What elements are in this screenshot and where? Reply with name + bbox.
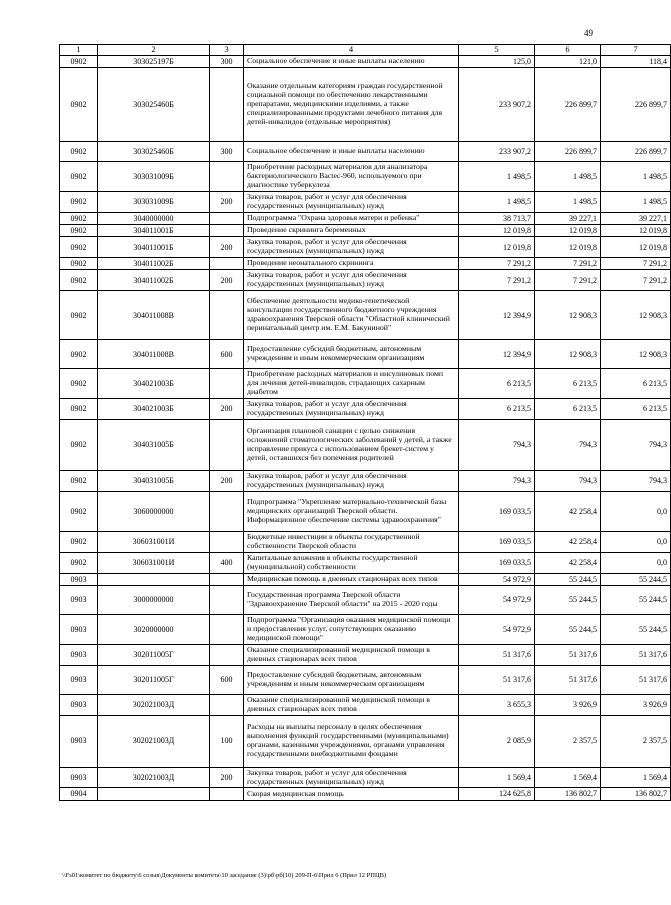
cell-c5: 6 213,5	[459, 369, 535, 399]
cell-c7: 55 244,5	[601, 585, 671, 614]
table-row	[60, 191, 671, 212]
table-row	[60, 291, 671, 340]
table-row	[60, 491, 671, 531]
cell-c4: Оказание специализированной медицинской помощи в дневных стационарах всех типов	[244, 694, 459, 715]
cell-c3	[210, 161, 244, 191]
cell-c5: 1 498,5	[459, 191, 535, 212]
cell-c4: Медицинская помощь в дневных стационарах всех типов	[244, 573, 459, 585]
cell-c1: 0902	[60, 531, 98, 552]
column-header-4: 4	[244, 45, 459, 56]
cell-c6: 42 258,4	[535, 531, 601, 552]
table-row	[60, 258, 671, 270]
cell-c4: Закупка товаров, работ и услуг для обеспечения государственных (муниципальных) нужд	[244, 767, 459, 788]
cell-c3: 200	[210, 767, 244, 788]
cell-c5: 54 972,9	[459, 614, 535, 644]
column-header-1: 1	[60, 45, 98, 56]
cell-c1: 0902	[60, 491, 98, 531]
cell-c2: 303031009Б	[98, 161, 210, 191]
cell-c4: Подпрограмма "Укрепление материально-технической базы медицинских организаций Тверской области. Информационное обеспечение системы здравоохранения"	[244, 491, 459, 531]
table-row	[60, 161, 671, 191]
cell-c4: Расходы на выплаты персоналу в целях обеспечения выполнения функций государственными (муниципальными) органами, казенными учреждениями, органами управления государственными внебюджетными фондами	[244, 715, 459, 767]
cell-c1: 0902	[60, 237, 98, 258]
cell-c5: 794,3	[459, 471, 535, 492]
cell-c6: 7 291,2	[535, 258, 601, 270]
cell-c3	[210, 369, 244, 399]
cell-c1: 0903	[60, 767, 98, 788]
table-row	[60, 531, 671, 552]
cell-c7: 39 227,1	[601, 212, 671, 224]
cell-c4: Подпрограмма "Охрана здоровья матери и ребенка"	[244, 212, 459, 224]
cell-c5: 124 625,8	[459, 788, 535, 800]
cell-c1: 0903	[60, 585, 98, 614]
cell-c2: 304011008В	[98, 340, 210, 369]
cell-c4: Приобретение расходных материалов для анализатора бактериологического Bactec-960, используемого при диагностике туберкулеза	[244, 161, 459, 191]
cell-c3: 200	[210, 471, 244, 492]
cell-c1: 0902	[60, 191, 98, 212]
page-number: 49	[584, 28, 593, 38]
table-row	[60, 585, 671, 614]
cell-c3	[210, 212, 244, 224]
cell-c3	[210, 420, 244, 471]
cell-c7: 12 908,3	[601, 340, 671, 369]
column-header-5: 5	[459, 45, 535, 56]
cell-c7: 1 498,5	[601, 191, 671, 212]
cell-c4: Социальное обеспечение и иные выплаты населению	[244, 141, 459, 161]
cell-c7: 136 802,7	[601, 788, 671, 800]
cell-c3	[210, 585, 244, 614]
cell-c2	[98, 573, 210, 585]
cell-c2: 304011001Б	[98, 225, 210, 237]
cell-c6: 226 899,7	[535, 141, 601, 161]
cell-c7: 55 244,5	[601, 614, 671, 644]
cell-c7: 226 899,7	[601, 67, 671, 141]
cell-c2: 306031001И	[98, 531, 210, 552]
table-row	[60, 67, 671, 141]
cell-c5: 1 498,5	[459, 161, 535, 191]
cell-c1: 0902	[60, 369, 98, 399]
cell-c6: 42 258,4	[535, 491, 601, 531]
cell-c6: 7 291,2	[535, 270, 601, 291]
cell-c2: 3060000000	[98, 491, 210, 531]
cell-c7: 51 317,6	[601, 665, 671, 694]
cell-c4: Государственная программа Тверской области "Здравоохранение Тверской области" на 2015 - 2020 годы	[244, 585, 459, 614]
cell-c7: 0,0	[601, 552, 671, 573]
cell-c3	[210, 491, 244, 531]
cell-c6: 55 244,5	[535, 573, 601, 585]
cell-c2: 302021003Д	[98, 694, 210, 715]
table-row	[60, 237, 671, 258]
cell-c4: Проведение скрининга беременных	[244, 225, 459, 237]
cell-c6: 3 926,9	[535, 694, 601, 715]
cell-c1: 0903	[60, 694, 98, 715]
table-row	[60, 788, 671, 800]
cell-c2: 303025460Б	[98, 141, 210, 161]
column-header-2: 2	[98, 45, 210, 56]
cell-c1: 0902	[60, 291, 98, 340]
cell-c5: 54 972,9	[459, 585, 535, 614]
cell-c5: 7 291,2	[459, 270, 535, 291]
cell-c1: 0903	[60, 715, 98, 767]
cell-c6: 39 227,1	[535, 212, 601, 224]
cell-c7: 6 213,5	[601, 369, 671, 399]
cell-c2: 3000000000	[98, 585, 210, 614]
cell-c2: 3040000000	[98, 212, 210, 224]
column-header-6: 6	[535, 45, 601, 56]
cell-c5: 169 033,5	[459, 552, 535, 573]
cell-c6: 51 317,6	[535, 644, 601, 665]
cell-c7: 12 019,8	[601, 225, 671, 237]
cell-c1: 0902	[60, 270, 98, 291]
cell-c6: 51 317,6	[535, 665, 601, 694]
cell-c6: 12 019,8	[535, 237, 601, 258]
cell-c7: 1 569,4	[601, 767, 671, 788]
cell-c3	[210, 614, 244, 644]
cell-c2: 302011005Г	[98, 665, 210, 694]
cell-c3	[210, 67, 244, 141]
cell-c6: 1 569,4	[535, 767, 601, 788]
cell-c2: 304031005Б	[98, 471, 210, 492]
cell-c4: Закупка товаров, работ и услуг для обеспечения государственных (муниципальных) нужд	[244, 270, 459, 291]
cell-c5: 7 291,2	[459, 258, 535, 270]
cell-c1: 0902	[60, 340, 98, 369]
cell-c7: 6 213,5	[601, 399, 671, 420]
cell-c5: 794,3	[459, 420, 535, 471]
cell-c4: Закупка товаров, работ и услуг для обеспечения государственных (муниципальных) нужд	[244, 399, 459, 420]
cell-c6: 226 899,7	[535, 67, 601, 141]
cell-c3: 200	[210, 191, 244, 212]
cell-c2: 302021003Д	[98, 715, 210, 767]
cell-c6: 12 019,8	[535, 225, 601, 237]
cell-c5: 38 713,7	[459, 212, 535, 224]
cell-c6: 12 908,3	[535, 340, 601, 369]
cell-c5: 169 033,5	[459, 491, 535, 531]
cell-c3	[210, 531, 244, 552]
cell-c5: 233 907,2	[459, 141, 535, 161]
footer-path: \\Fs01\комитет по бюджету\6 созыв\Документы комитета\10 заседание (3)\рб\рб(10) 209-П-6\Прил 6 (Прил 12 РПЦВ)	[62, 872, 387, 879]
cell-c5: 1 569,4	[459, 767, 535, 788]
cell-c2: 303031009Б	[98, 191, 210, 212]
cell-c6: 2 357,5	[535, 715, 601, 767]
cell-c7: 0,0	[601, 531, 671, 552]
cell-c6: 55 244,5	[535, 614, 601, 644]
cell-c1: 0902	[60, 141, 98, 161]
cell-c4: Закупка товаров, работ и услуг для обеспечения государственных (муниципальных) нужд	[244, 237, 459, 258]
cell-c2: 303025460Б	[98, 67, 210, 141]
cell-c7: 51 317,6	[601, 644, 671, 665]
cell-c1: 0902	[60, 67, 98, 141]
cell-c4: Закупка товаров, работ и услуг для обеспечения государственных (муниципальных) нужд	[244, 471, 459, 492]
cell-c3	[210, 788, 244, 800]
cell-c1: 0902	[60, 552, 98, 573]
cell-c2: 304011001Б	[98, 237, 210, 258]
cell-c3	[210, 573, 244, 585]
cell-c3: 200	[210, 270, 244, 291]
cell-c5: 2 085,9	[459, 715, 535, 767]
cell-c5: 12 019,8	[459, 225, 535, 237]
cell-c5: 3 655,3	[459, 694, 535, 715]
cell-c6: 42 258,4	[535, 552, 601, 573]
cell-c5: 12 394,9	[459, 291, 535, 340]
cell-c5: 169 033,5	[459, 531, 535, 552]
cell-c3	[210, 644, 244, 665]
cell-c1: 0902	[60, 420, 98, 471]
table-row	[60, 399, 671, 420]
table-body	[60, 55, 671, 800]
cell-c4: Обеспечение деятельности медико-генетической консультации государственного бюджетного учреждения здравоохранения Тверской области "Областной клинический перинатальный центр им. Е.М. Бакуниной"	[244, 291, 459, 340]
table-row	[60, 212, 671, 224]
cell-c3	[210, 291, 244, 340]
cell-c3: 600	[210, 340, 244, 369]
cell-c3: 400	[210, 552, 244, 573]
cell-c1: 0902	[60, 55, 98, 67]
table-row	[60, 420, 671, 471]
cell-c6: 1 498,5	[535, 161, 601, 191]
cell-c3: 600	[210, 665, 244, 694]
column-header-7: 7	[601, 45, 671, 56]
column-header-3: 3	[210, 45, 244, 56]
cell-c7: 226 899,7	[601, 141, 671, 161]
cell-c6: 136 802,7	[535, 788, 601, 800]
cell-c7: 7 291,2	[601, 258, 671, 270]
cell-c1: 0903	[60, 614, 98, 644]
cell-c5: 12 019,8	[459, 237, 535, 258]
cell-c4: Скорая медицинская помощь	[244, 788, 459, 800]
table-row	[60, 55, 671, 67]
cell-c4: Оказание специализированной медицинской помощи в дневных стационарах всех типов	[244, 644, 459, 665]
table-row	[60, 471, 671, 492]
table-row	[60, 369, 671, 399]
table-row	[60, 767, 671, 788]
table-row	[60, 644, 671, 665]
cell-c6: 794,3	[535, 471, 601, 492]
cell-c2: 306031001И	[98, 552, 210, 573]
cell-c1: 0902	[60, 225, 98, 237]
table-row	[60, 270, 671, 291]
cell-c7: 794,3	[601, 471, 671, 492]
cell-c5: 12 394,9	[459, 340, 535, 369]
cell-c7: 12 908,3	[601, 291, 671, 340]
cell-c4: Подпрограмма "Организация оказания медицинской помощи и предоставления услуг, сопутствующих оказанию медицинской помощи"	[244, 614, 459, 644]
cell-c3	[210, 694, 244, 715]
table-row	[60, 141, 671, 161]
table-row	[60, 225, 671, 237]
cell-c7: 1 498,5	[601, 161, 671, 191]
cell-c6: 55 244,5	[535, 585, 601, 614]
cell-c5: 125,0	[459, 55, 535, 67]
cell-c1: 0903	[60, 644, 98, 665]
cell-c5: 51 317,6	[459, 665, 535, 694]
cell-c2: 304021003Б	[98, 369, 210, 399]
cell-c1: 0902	[60, 161, 98, 191]
cell-c6: 1 498,5	[535, 191, 601, 212]
cell-c1: 0902	[60, 212, 98, 224]
cell-c1: 0902	[60, 399, 98, 420]
cell-c3: 300	[210, 55, 244, 67]
budget-table	[59, 44, 671, 801]
cell-c7: 3 926,9	[601, 694, 671, 715]
cell-c7: 7 291,2	[601, 270, 671, 291]
table-row	[60, 614, 671, 644]
cell-c3	[210, 225, 244, 237]
cell-c7: 118,4	[601, 55, 671, 67]
cell-c1: 0903	[60, 665, 98, 694]
cell-c6: 12 908,3	[535, 291, 601, 340]
cell-c4: Приобретение расходных материалов и инсулиновых помп для лечения детей-инвалидов, страдающих сахарным диабетом	[244, 369, 459, 399]
cell-c5: 51 317,6	[459, 644, 535, 665]
cell-c3: 300	[210, 141, 244, 161]
cell-c4: Бюджетные инвестиции в объекты государственной собственности Тверской области	[244, 531, 459, 552]
cell-c2: 304011002Б	[98, 270, 210, 291]
table-row	[60, 694, 671, 715]
table-row	[60, 665, 671, 694]
table-header-row	[60, 45, 671, 56]
cell-c6: 794,3	[535, 420, 601, 471]
cell-c7: 2 357,5	[601, 715, 671, 767]
cell-c7: 12 019,8	[601, 237, 671, 258]
cell-c3: 200	[210, 237, 244, 258]
table-row	[60, 340, 671, 369]
cell-c4: Оказание отдельным категориям граждан государственной социальной помощи по обеспечению лекарственными препаратами, медицинскими изделиями, а также специализированными продуктами лечебного питания для детей-инвалидов (отдельные мероприятия)	[244, 67, 459, 141]
cell-c7: 794,3	[601, 420, 671, 471]
cell-c3: 200	[210, 399, 244, 420]
cell-c2: 304011002Б	[98, 258, 210, 270]
cell-c3: 100	[210, 715, 244, 767]
cell-c1: 0902	[60, 258, 98, 270]
cell-c1: 0904	[60, 788, 98, 800]
cell-c5: 6 213,5	[459, 399, 535, 420]
cell-c4: Капитальные вложения в объекты государственной (муниципальной) собственности	[244, 552, 459, 573]
cell-c1: 0903	[60, 573, 98, 585]
cell-c4: Проведение неонатального скрининга	[244, 258, 459, 270]
table-row	[60, 573, 671, 585]
cell-c6: 121,0	[535, 55, 601, 67]
cell-c2: 304021003Б	[98, 399, 210, 420]
cell-c2: 304031005Б	[98, 420, 210, 471]
cell-c7: 55 244,5	[601, 573, 671, 585]
cell-c1: 0902	[60, 471, 98, 492]
table-row	[60, 715, 671, 767]
cell-c2: 302011005Г	[98, 644, 210, 665]
cell-c2: 302021003Д	[98, 767, 210, 788]
cell-c4: Предоставление субсидий бюджетным, автономным учреждениям и иным некоммерческим организациям	[244, 340, 459, 369]
cell-c2: 304011008В	[98, 291, 210, 340]
cell-c6: 6 213,5	[535, 399, 601, 420]
cell-c5: 54 972,9	[459, 573, 535, 585]
cell-c4: Предоставление субсидий бюджетным, автономным учреждениям и иным некоммерческим организациям	[244, 665, 459, 694]
cell-c4: Организация плановой санации с целью снижения осложнений стоматологических заболеваний у детей, а также исправление прикуса с использованием брекет-систем у детей, оставшихся без попечения родителей	[244, 420, 459, 471]
cell-c6: 6 213,5	[535, 369, 601, 399]
cell-c3	[210, 258, 244, 270]
cell-c7: 0,0	[601, 491, 671, 531]
cell-c4: Закупка товаров, работ и услуг для обеспечения государственных (муниципальных) нужд	[244, 191, 459, 212]
cell-c5: 233 907,2	[459, 67, 535, 141]
cell-c4: Социальное обеспечение и иные выплаты населению	[244, 55, 459, 67]
cell-c2	[98, 788, 210, 800]
table-row	[60, 552, 671, 573]
cell-c2: 303025197Б	[98, 55, 210, 67]
cell-c2: 3020000000	[98, 614, 210, 644]
